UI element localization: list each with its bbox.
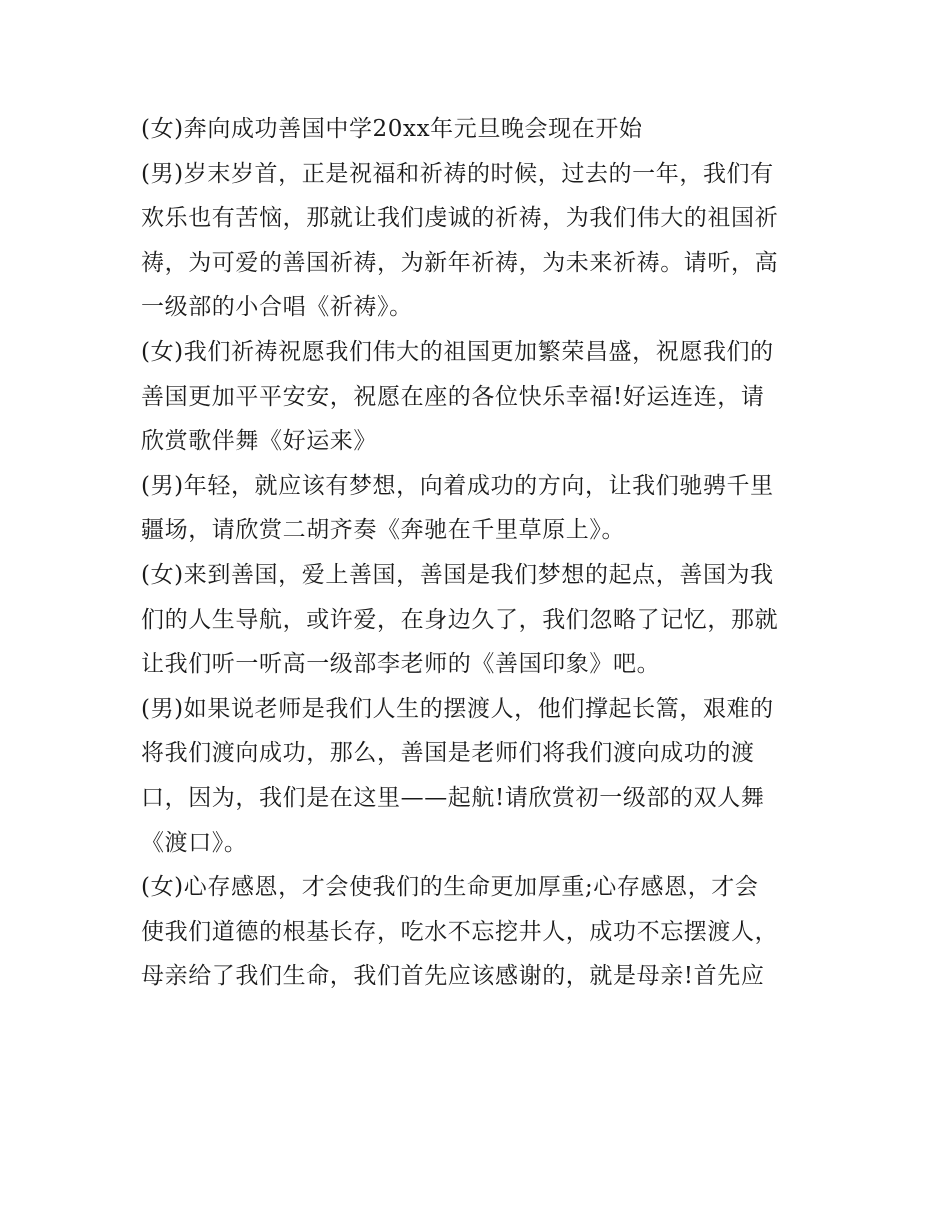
text-line: (女)来到善国，爱上善国，善国是我们梦想的起点，善国为我 [141,561,774,588]
text-line: 口，因为，我们是在这里——起航!请欣赏初一级部的双人舞 [141,784,765,811]
document-body [141,107,821,999]
text-line: 让我们听一听高一级部李老师的《善国印象》吧。 [141,651,661,678]
text-line: (男)如果说老师是我们人生的摆渡人，他们撑起长篙，艰难的 [141,695,774,722]
text-line: 善国更加平平安安，祝愿在座的各位快乐幸福!好运连连，请 [141,383,765,410]
text-line: 祷，为可爱的善国祈祷，为新年祈祷，为未来祈祷。请听，高 [141,249,779,276]
text-line: 使我们道德的根基长存，吃水不忘挖井人，成功不忘摆渡人， [141,918,779,945]
text-line: 母亲给了我们生命，我们首先应该感谢的，就是母亲!首先应 [141,963,765,990]
text-line: (男)年轻，就应该有梦想，向着成功的方向，让我们驰骋千里 [141,472,774,499]
text-line: (男)岁末岁首，正是祝福和祈祷的时候，过去的一年，我们有 [141,160,774,187]
text-line: (女)奔向成功善国中学20xx年元旦晚会现在开始 [141,116,643,142]
text-line: (女)心存感恩，才会使我们的生命更加厚重;心存感恩，才会 [141,874,759,901]
text-line: 欢乐也有苦恼，那就让我们虔诚的祈祷，为我们伟大的祖国祈 [141,205,779,232]
text-line: 疆场，请欣赏二胡齐奏《奔驰在千里草原上》。 [141,517,626,544]
text-line: 欣赏歌伴舞《好运来》 [141,428,377,455]
text-line: 《渡口》。 [141,829,248,856]
text-line: (女)我们祈祷祝愿我们伟大的祖国更加繁荣昌盛，祝愿我们的 [141,338,774,365]
text-line: 一级部的小合唱《祈祷》。 [141,294,413,321]
text-line: 们的人生导航，或许爱，在身边久了，我们忽略了记忆，那就 [141,606,779,633]
text-line: 将我们渡向成功，那么，善国是老师们将我们渡向成功的渡 [141,740,755,767]
